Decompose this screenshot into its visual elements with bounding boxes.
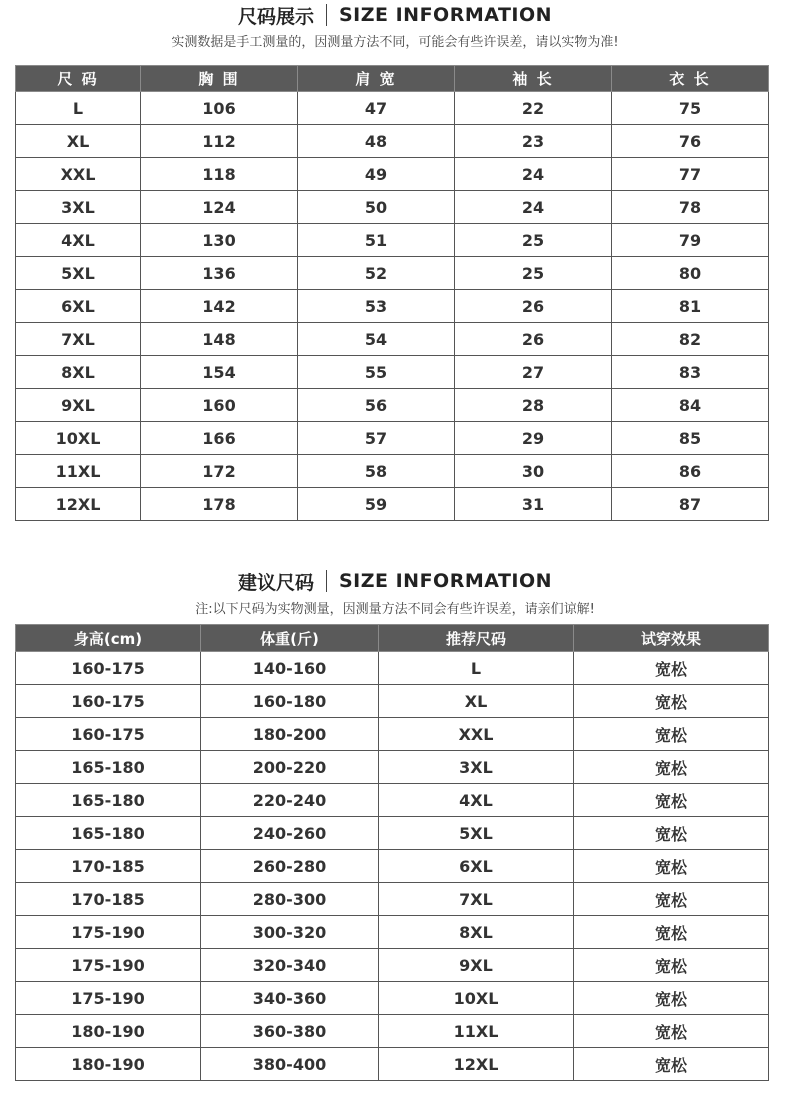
cell-size: 3XL	[16, 191, 141, 224]
cell-fit: 宽松	[574, 1015, 769, 1048]
cell-shoulder: 59	[298, 488, 455, 521]
header-height: 身高(cm)	[16, 625, 201, 652]
table-row	[16, 257, 769, 290]
table-row	[16, 356, 769, 389]
cell-fit: 宽松	[574, 685, 769, 718]
cell-length: 76	[612, 125, 769, 158]
table-row	[16, 455, 769, 488]
title-divider	[326, 570, 327, 592]
cell-sleeve: 27	[455, 356, 612, 389]
table-row	[16, 389, 769, 422]
cell-weight: 160-180	[201, 685, 379, 718]
cell-length: 87	[612, 488, 769, 521]
cell-chest: 124	[141, 191, 298, 224]
cell-recommended-size: 9XL	[379, 949, 574, 982]
cell-fit: 宽松	[574, 850, 769, 883]
cell-height: 170-185	[16, 850, 201, 883]
size-display-note: 实测数据是手工测量的，因测量方法不同，可能会有些许误差，请以实物为准!	[171, 35, 619, 50]
cell-chest: 148	[141, 323, 298, 356]
cell-length: 83	[612, 356, 769, 389]
size-recommendation-table	[15, 624, 769, 1081]
table-row	[16, 685, 769, 718]
cell-recommended-size: 11XL	[379, 1015, 574, 1048]
cell-weight: 300-320	[201, 916, 379, 949]
cell-weight: 320-340	[201, 949, 379, 982]
cell-fit: 宽松	[574, 718, 769, 751]
cell-sleeve: 26	[455, 323, 612, 356]
cell-length: 80	[612, 257, 769, 290]
cell-sleeve: 24	[455, 191, 612, 224]
header-weight: 体重(斤)	[201, 625, 379, 652]
table-row	[16, 224, 769, 257]
cell-weight: 240-260	[201, 817, 379, 850]
cell-size: XXL	[16, 158, 141, 191]
table-row	[16, 916, 769, 949]
size-measurement-table	[15, 65, 769, 521]
cell-sleeve: 31	[455, 488, 612, 521]
cell-length: 85	[612, 422, 769, 455]
cell-size: 5XL	[16, 257, 141, 290]
cell-shoulder: 49	[298, 158, 455, 191]
cell-height: 165-180	[16, 751, 201, 784]
cell-length: 86	[612, 455, 769, 488]
cell-length: 84	[612, 389, 769, 422]
cell-sleeve: 26	[455, 290, 612, 323]
cell-chest: 142	[141, 290, 298, 323]
cell-sleeve: 28	[455, 389, 612, 422]
cell-size: 9XL	[16, 389, 141, 422]
cell-fit: 宽松	[574, 751, 769, 784]
table-row	[16, 751, 769, 784]
table-row	[16, 1015, 769, 1048]
cell-recommended-size: 5XL	[379, 817, 574, 850]
table-row	[16, 158, 769, 191]
cell-shoulder: 47	[298, 92, 455, 125]
table-row	[16, 883, 769, 916]
cell-size: 7XL	[16, 323, 141, 356]
cell-height: 175-190	[16, 982, 201, 1015]
table-row	[16, 422, 769, 455]
cell-sleeve: 29	[455, 422, 612, 455]
size-recommendation-title	[0, 566, 790, 596]
cell-recommended-size: 3XL	[379, 751, 574, 784]
cell-chest: 112	[141, 125, 298, 158]
cell-shoulder: 55	[298, 356, 455, 389]
cell-length: 77	[612, 158, 769, 191]
cell-sleeve: 25	[455, 224, 612, 257]
size-display-title-cn: 尺码展示	[237, 5, 314, 28]
cell-chest: 118	[141, 158, 298, 191]
table-row	[16, 191, 769, 224]
cell-fit: 宽松	[574, 949, 769, 982]
cell-size: 12XL	[16, 488, 141, 521]
cell-chest: 154	[141, 356, 298, 389]
cell-sleeve: 23	[455, 125, 612, 158]
cell-shoulder: 56	[298, 389, 455, 422]
size-display-title	[0, 0, 790, 30]
table-row	[16, 718, 769, 751]
cell-recommended-size: 10XL	[379, 982, 574, 1015]
cell-weight: 380-400	[201, 1048, 379, 1081]
cell-length: 75	[612, 92, 769, 125]
cell-chest: 160	[141, 389, 298, 422]
header-fit: 试穿效果	[574, 625, 769, 652]
cell-recommended-size: 6XL	[379, 850, 574, 883]
cell-height: 165-180	[16, 817, 201, 850]
table-row	[16, 949, 769, 982]
table-header-row	[16, 66, 769, 92]
cell-height: 160-175	[16, 718, 201, 751]
cell-length: 78	[612, 191, 769, 224]
table-row	[16, 982, 769, 1015]
cell-shoulder: 52	[298, 257, 455, 290]
cell-sleeve: 25	[455, 257, 612, 290]
cell-length: 81	[612, 290, 769, 323]
cell-height: 180-190	[16, 1048, 201, 1081]
cell-shoulder: 58	[298, 455, 455, 488]
title-divider	[326, 4, 327, 26]
cell-size: L	[16, 92, 141, 125]
cell-chest: 130	[141, 224, 298, 257]
cell-fit: 宽松	[574, 982, 769, 1015]
cell-sleeve: 30	[455, 455, 612, 488]
cell-shoulder: 53	[298, 290, 455, 323]
table-row	[16, 1048, 769, 1081]
cell-fit: 宽松	[574, 652, 769, 685]
header-chest: 胸 围	[141, 66, 298, 92]
cell-height: 160-175	[16, 652, 201, 685]
cell-recommended-size: L	[379, 652, 574, 685]
table-row	[16, 290, 769, 323]
header-sleeve: 袖 长	[455, 66, 612, 92]
cell-size: 6XL	[16, 290, 141, 323]
table-header-row	[16, 625, 769, 652]
cell-shoulder: 48	[298, 125, 455, 158]
cell-sleeve: 22	[455, 92, 612, 125]
cell-chest: 178	[141, 488, 298, 521]
table-row	[16, 323, 769, 356]
cell-length: 79	[612, 224, 769, 257]
cell-height: 175-190	[16, 916, 201, 949]
cell-size: 11XL	[16, 455, 141, 488]
cell-fit: 宽松	[574, 1048, 769, 1081]
cell-size: XL	[16, 125, 141, 158]
cell-weight: 200-220	[201, 751, 379, 784]
cell-height: 165-180	[16, 784, 201, 817]
cell-recommended-size: XL	[379, 685, 574, 718]
cell-fit: 宽松	[574, 916, 769, 949]
cell-chest: 136	[141, 257, 298, 290]
table-row	[16, 488, 769, 521]
cell-sleeve: 24	[455, 158, 612, 191]
cell-weight: 180-200	[201, 718, 379, 751]
size-recommendation-title-cn: 建议尺码	[237, 571, 314, 594]
cell-height: 160-175	[16, 685, 201, 718]
cell-length: 82	[612, 323, 769, 356]
cell-fit: 宽松	[574, 784, 769, 817]
cell-shoulder: 54	[298, 323, 455, 356]
cell-weight: 140-160	[201, 652, 379, 685]
cell-recommended-size: 4XL	[379, 784, 574, 817]
cell-recommended-size: 7XL	[379, 883, 574, 916]
size-recommendation-title-en: SIZE INFORMATION	[338, 570, 553, 592]
table-row	[16, 850, 769, 883]
cell-chest: 166	[141, 422, 298, 455]
table-row	[16, 125, 769, 158]
cell-fit: 宽松	[574, 883, 769, 916]
cell-weight: 260-280	[201, 850, 379, 883]
header-size: 尺 码	[16, 66, 141, 92]
cell-height: 175-190	[16, 949, 201, 982]
cell-chest: 106	[141, 92, 298, 125]
cell-weight: 360-380	[201, 1015, 379, 1048]
size-recommendation-note: 注:以下尺码为实物测量，因测量方法不同会有些许误差，请亲们谅解!	[195, 602, 595, 617]
cell-fit: 宽松	[574, 817, 769, 850]
header-shoulder: 肩 宽	[298, 66, 455, 92]
cell-size: 10XL	[16, 422, 141, 455]
table-row	[16, 92, 769, 125]
cell-recommended-size: 12XL	[379, 1048, 574, 1081]
header-recommended-size: 推荐尺码	[379, 625, 574, 652]
cell-weight: 220-240	[201, 784, 379, 817]
cell-chest: 172	[141, 455, 298, 488]
cell-weight: 280-300	[201, 883, 379, 916]
cell-height: 180-190	[16, 1015, 201, 1048]
cell-recommended-size: 8XL	[379, 916, 574, 949]
cell-shoulder: 57	[298, 422, 455, 455]
header-length: 衣 长	[612, 66, 769, 92]
table-row	[16, 784, 769, 817]
table-row	[16, 817, 769, 850]
cell-weight: 340-360	[201, 982, 379, 1015]
table-row	[16, 652, 769, 685]
cell-shoulder: 51	[298, 224, 455, 257]
cell-recommended-size: XXL	[379, 718, 574, 751]
cell-shoulder: 50	[298, 191, 455, 224]
size-display-title-en: SIZE INFORMATION	[338, 4, 553, 26]
cell-height: 170-185	[16, 883, 201, 916]
cell-size: 4XL	[16, 224, 141, 257]
cell-size: 8XL	[16, 356, 141, 389]
